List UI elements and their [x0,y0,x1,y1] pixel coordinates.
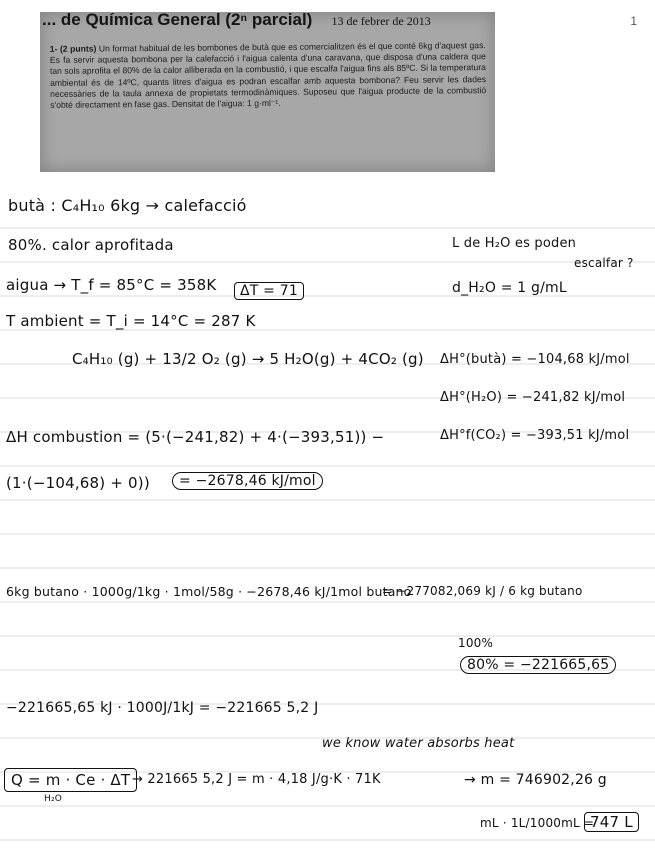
note-q-substituted: → 221665 5,2 J = m · 4,18 J/g·K · 71K [132,772,381,787]
note-conversion-result: = −277082,069 kJ / 6 kg butano [382,584,583,598]
note-initial-temp: T ambient = T_i = 14°C = 287 K [6,312,256,330]
note-water-absorbs: we know water absorbs heat [322,736,515,751]
exam-statement [50,40,487,111]
note-reaction: C₄H₁₀ (g) + 13/2 O₂ (g) → 5 H₂O(g) + 4CO₂ (g) [72,350,424,368]
exam-date: 13 de febrer de 2013 [331,14,431,28]
note-delta-t: ΔT = 71 [234,282,304,300]
exam-header [42,12,431,30]
note-volume-result: 747 L [584,812,639,832]
note-final-temp: aigua → T_f = 85°C = 358K [6,276,217,294]
note-combustion-result: = −2678,46 kJ/mol [172,472,323,490]
note-percent-100: 100% [458,636,494,650]
note-dh-butane: ΔH°(butà) = −104,68 kJ/mol [440,352,630,367]
note-percent-80: 80% = −221665,65 [460,656,616,674]
note-q-formula [4,768,137,792]
note-combustion-a: ΔH combustion = (5·(−241,82) + 4·(−393,51)) − [6,428,385,446]
note-dh-co2: ΔH°f(CO₂) = −393,51 kJ/mol [440,428,630,443]
note-kj-to-j: −221665,65 kJ · 1000J/1kJ = −221665 5,2 J [6,700,319,716]
note-efficiency: 80%. calor aprofitada [8,236,174,254]
exam-title: ... de Química General (2ⁿ parcial) [42,12,313,29]
exam-points: 1- (2 punts) [49,43,97,54]
note-combustion-b: (1·(−104,68) + 0)) [6,474,150,492]
note-q-formula-text: Q = m · Ce · ΔT [11,771,131,789]
exam-statement-text: Un format habitual de les bombones de butà que es comercialitzen és el que conté 6kg d'aquest gas. Es fa servir aquesta bombona per la calefacció i l'aigua calenta d'una caravana, que disposa d'una caldera que tan sols aprofita el 80% de la calor alliberada en la combustió, i que escalfa l'aigua fins als 85ºC. Si la temperatura ambiental és de 14ºC, quants litres d'aigua es podran escalfar amb aquesta bombona? Feu servir les dades necessàries de la taula annexa de propietats termodinàmiques. Suposeu que l'aigua producte de la combustió s'obté directament en fase gas. Densitat de l'aigua: 1 g·ml⁻¹. [49,40,487,110]
note-q-subscript: H₂O [44,794,63,804]
note-conversion: 6kg butano · 1000g/1kg · 1mol/58g · −2678,46 kJ/1mol butano [6,584,412,599]
note-dh-water: ΔH°(H₂O) = −241,82 kJ/mol [440,390,626,405]
note-butane: butà : C₄H₁₀ 6kg → calefacció [8,196,247,215]
note-volume: mL · 1L/1000mL = [480,816,595,830]
exam-photo [40,12,495,172]
note-question-b: escalfar ? [574,256,634,270]
page-number: 1 [630,14,637,28]
note-mass: → m = 746902,26 g [464,772,607,788]
note-density: d_H₂O = 1 g/mL [452,280,567,296]
note-question-a: L de H₂O es poden [452,236,577,251]
